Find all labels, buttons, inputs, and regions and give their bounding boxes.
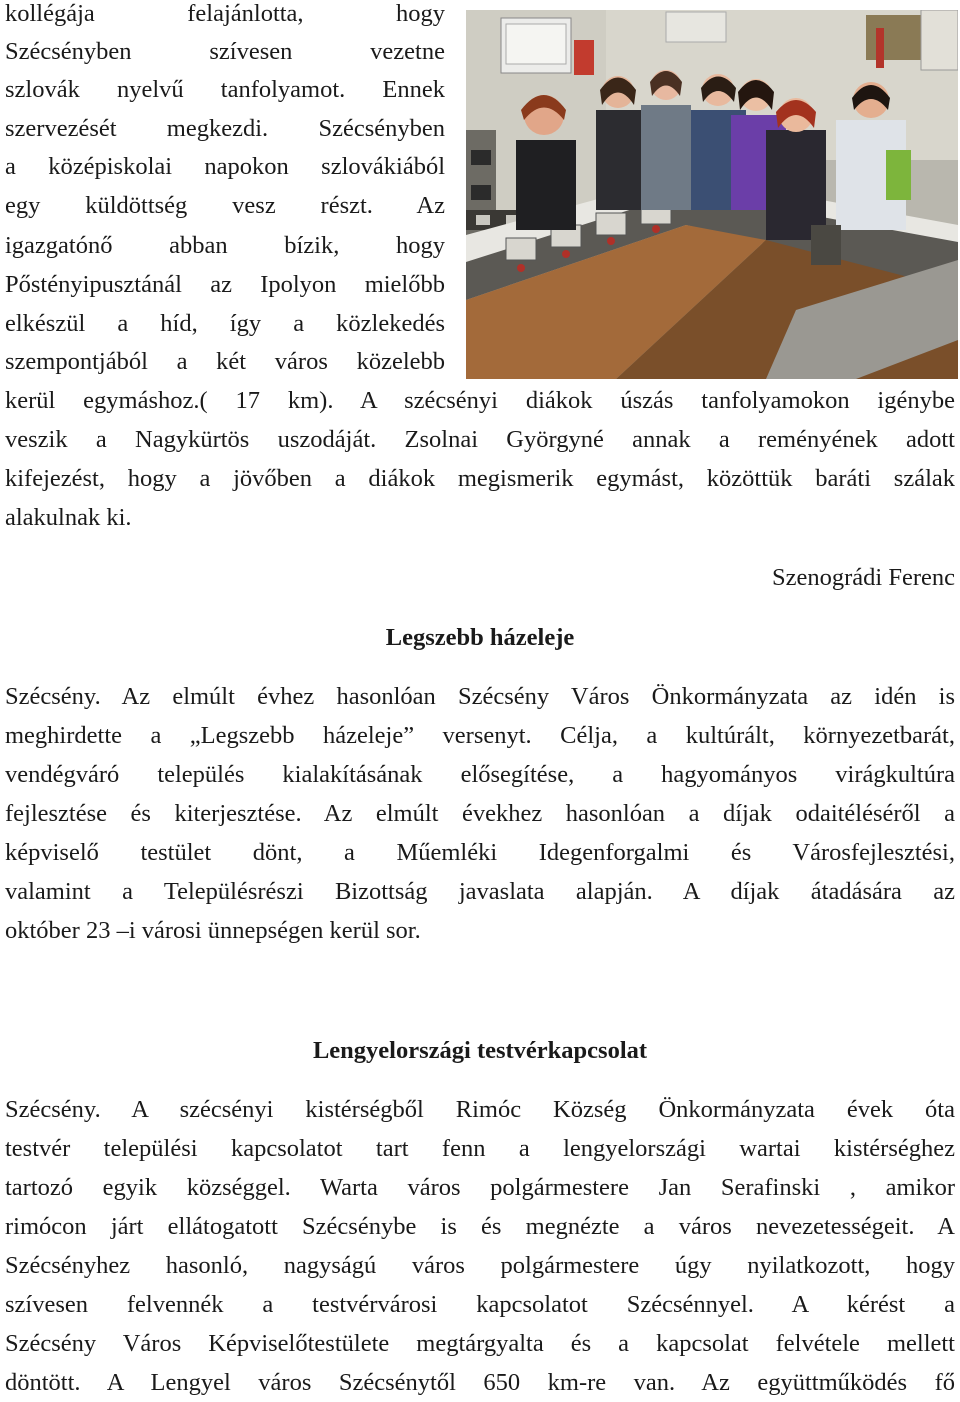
paragraph-line: valamint a Településrészi Bizottság javaslata alapján. A díjak átadására az	[5, 878, 955, 905]
paragraph-line: meghirdette a „Legszebb házeleje” versenyt. Célja, a kultúrált, környezetbarát,	[5, 722, 955, 749]
paragraph-line: vendégváró település kialakításának elősegítése, a hagyományos virágkultúra	[5, 761, 955, 788]
paragraph-line: október 23 –i városi ünnepségen kerül sor.	[5, 917, 421, 944]
intro-line: a középiskolai napokon szlovákiából	[5, 153, 445, 180]
paragraph-line: rimócon járt ellátogatott Szécsénybe is és megnézte a város nevezetességeit. A	[5, 1213, 955, 1240]
intro-line: szlovák nyelvű tanfolyamot. Ennek	[5, 76, 445, 103]
paragraph-line: tartozó egyik községgel. Warta város polgármestere Jan Serafinski , amikor	[5, 1174, 955, 1201]
paragraph-line: Szécsény Város Képviselőtestülete megtárgyalta és a kapcsolat felvétele mellett	[5, 1330, 955, 1357]
intro-line: elkészül a híd, így a közlekedés	[5, 310, 445, 337]
paragraph-line: fejlesztése és kiterjesztése. Az elmúlt évekhez hasonlóan a díjak odaitéléséről a	[5, 800, 955, 827]
section-title: Legszebb házeleje	[385, 624, 575, 651]
paragraph-line: Szécsény. A szécsényi kistérségből Rimóc Község Önkormányzata évek óta	[5, 1096, 955, 1123]
paragraph-line: képviselő testület dönt, a Műemléki Idegenforgalmi és Városfejlesztési,	[5, 839, 955, 866]
section-title: Lengyelországi testvérkapcsolat	[312, 1037, 648, 1064]
intro-line: kifejezést, hogy a jövőben a diákok megismerik egymást, közöttük baráti szálak	[5, 465, 955, 492]
paragraph-line: szívesen felvennék a testvérvárosi kapcsolatot Szécsénnyel. A kérést a	[5, 1291, 955, 1318]
author-signature: Szenográdi Ferenc	[772, 564, 955, 591]
paragraph-line: Szécsény. Az elmúlt évhez hasonlóan Szécsény Város Önkormányzata az idén is	[5, 683, 955, 710]
intro-line: alakulnak ki.	[5, 504, 132, 531]
paragraph-line: testvér települési kapcsolatot tart fenn a lengyelországi wartai kistérséghez	[5, 1135, 955, 1162]
intro-line: szempontjából a két város közelebb	[5, 348, 445, 375]
intro-line: kerül egymáshoz.( 17 km). A szécsényi diákok úszás tanfolyamokon igénybe	[5, 387, 955, 414]
intro-line: Szécsényben szívesen vezetne	[5, 38, 445, 65]
intro-line: igazgatónő abban bízik, hogy	[5, 232, 445, 259]
intro-line: egy küldöttség vesz részt. Az	[5, 192, 445, 219]
paragraph-line: döntött. A Lengyel város Szécsénytől 650 km-re van. Az együttműködés fő	[5, 1369, 955, 1396]
intro-line: veszik a Nagykürtös uszodáját. Zsolnai Györgyné annak a reményének adott	[5, 426, 955, 453]
intro-line: szervezését megkezdi. Szécsényben	[5, 115, 445, 142]
intro-line: Pőstényipusztánál az Ipolyon mielőbb	[5, 271, 445, 298]
classroom-group-photo	[466, 10, 958, 379]
photo-illustration	[466, 10, 958, 379]
paragraph-line: Szécsényhez hasonló, nagyságú város polgármestere úgy nyilatkozott, hogy	[5, 1252, 955, 1279]
intro-line: kollégája felajánlotta, hogy	[5, 0, 445, 27]
